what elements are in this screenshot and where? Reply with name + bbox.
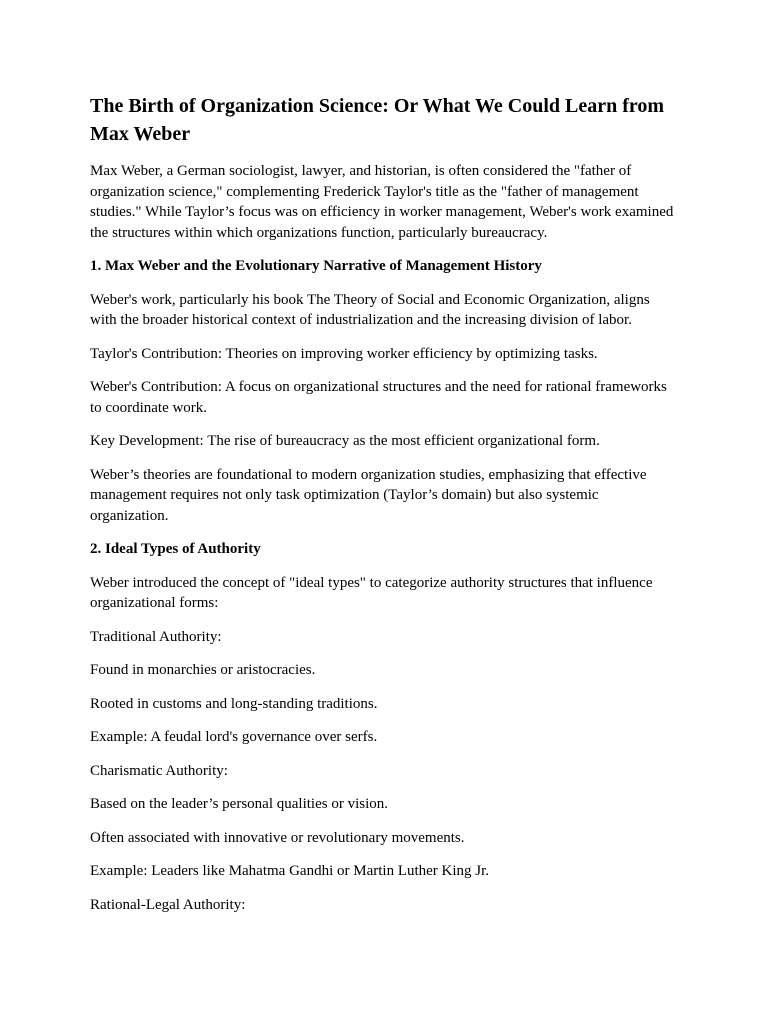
section-1-paragraph: Weber's Contribution: A focus on organizational structures and the need for rational frameworks to coordinate work. bbox=[90, 379, 667, 416]
section-2-paragraph: Weber introduced the concept of "ideal types" to categorize authority structures that influence organizational forms: bbox=[90, 574, 653, 611]
section-2-paragraph: Example: Leaders like Mahatma Gandhi or Martin Luther King Jr. bbox=[90, 863, 490, 879]
section-2-paragraph: Traditional Authority: bbox=[90, 628, 222, 645]
section-1-heading: 1. Max Weber and the Evolutionary Narrative of Management History bbox=[90, 258, 542, 274]
section-2-paragraph: Often associated with innovative or revolutionary movements. bbox=[90, 829, 465, 846]
section-2-paragraph: Rational-Legal Authority: bbox=[90, 896, 246, 913]
section-2-paragraph: Charismatic Authority: bbox=[90, 762, 228, 779]
section-2-heading: 2. Ideal Types of Authority bbox=[90, 541, 261, 557]
section-1-paragraph: Key Development: The rise of bureaucracy as the most efficient organizational form. bbox=[90, 433, 600, 449]
intro-paragraph: Max Weber, a German sociologist, lawyer, and historian, is often considered the "father of organization science," complementing Frederick Taylor's title as the "father of management studies." While Taylor’s focus was on efficiency in worker management, Weber's work examined the structures within which organizations function, particularly bureaucracy. bbox=[90, 163, 674, 241]
section-2-paragraph: Found in monarchies or aristocracies. bbox=[90, 662, 316, 678]
document-body bbox=[90, 92, 680, 928]
document-title: The Birth of Organization Science: Or What We Could Learn from Max Weber bbox=[90, 95, 665, 145]
section-2-paragraph: Based on the leader’s personal qualities or vision. bbox=[90, 796, 388, 812]
section-1-paragraph: Weber's work, particularly his book The Theory of Social and Economic Organization, aligns with the broader historical context of industrialization and the increasing division of labor. bbox=[90, 291, 650, 328]
section-1-paragraph: Weber’s theories are foundational to modern organization studies, emphasizing that effective management requires not only task optimization (Taylor’s domain) but also systemic organization. bbox=[90, 466, 647, 524]
section-2-paragraph: Rooted in customs and long-standing traditions. bbox=[90, 695, 378, 712]
section-2-paragraph: Example: A feudal lord's governance over serfs. bbox=[90, 729, 378, 745]
section-1-paragraph: Taylor's Contribution: Theories on improving worker efficiency by optimizing tasks. bbox=[90, 345, 598, 362]
